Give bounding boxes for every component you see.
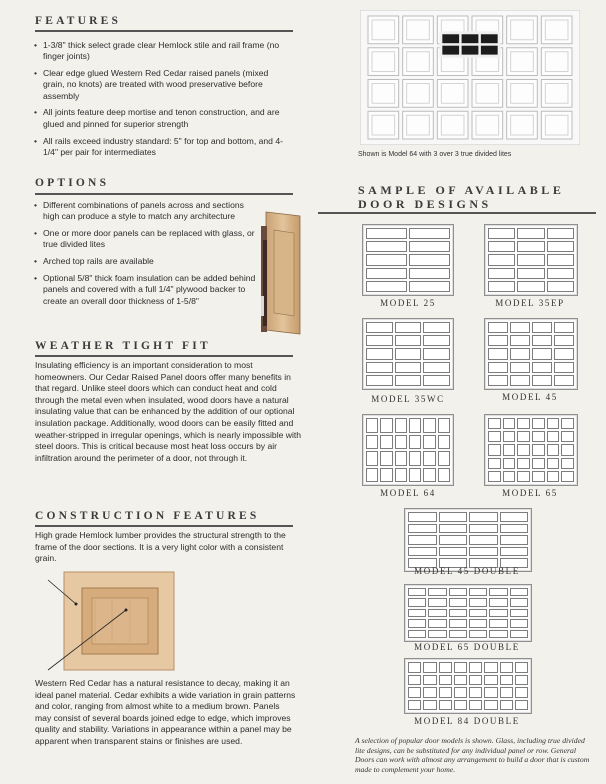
- door-panel: [554, 322, 574, 333]
- options-item: • Different combinations of panels across and sections high can produce a style to match any architecture: [33, 200, 261, 223]
- door-panel: [488, 375, 508, 386]
- door-panel: [366, 322, 393, 333]
- door-panel: [469, 630, 487, 638]
- door-panel: [408, 619, 426, 627]
- door-panel: [510, 598, 528, 606]
- door-panel: [532, 444, 545, 455]
- door-panel: [428, 619, 446, 627]
- door-panel: [510, 630, 528, 638]
- features-heading: FEATURES: [35, 15, 122, 27]
- door-panel: [561, 418, 574, 429]
- door-panel: [484, 662, 497, 673]
- door-model-label: MODEL 35WC: [371, 394, 445, 404]
- door-model-label: MODEL 45: [502, 392, 558, 402]
- door-panel: [408, 700, 421, 711]
- door-model-label: MODEL 35EP: [495, 298, 565, 308]
- door-panel: [488, 335, 508, 346]
- door-panel: [532, 322, 552, 333]
- window-lite: [481, 34, 498, 43]
- door-panel: [469, 535, 498, 545]
- door-panel: [395, 435, 407, 450]
- door-panel: [488, 241, 515, 252]
- door-panel: [366, 348, 393, 359]
- door-panel: [517, 268, 544, 279]
- door-model-thumbnail: [484, 318, 578, 390]
- door-panel: [454, 662, 467, 673]
- door-panel: [438, 435, 450, 450]
- door-panel: [449, 598, 467, 606]
- door-panel: [409, 268, 450, 279]
- door-panel: [488, 322, 508, 333]
- door-panel: [423, 675, 436, 686]
- door-panel: [510, 322, 530, 333]
- door-panel: [454, 700, 467, 711]
- door-panel: [488, 254, 515, 265]
- door-panel: [380, 435, 392, 450]
- door-panel: [484, 700, 497, 711]
- door-panel: [408, 630, 426, 638]
- door-panel: [395, 335, 422, 346]
- door-panel: [423, 435, 435, 450]
- door-panel: [488, 281, 515, 292]
- door-model-thumbnail: [484, 224, 578, 296]
- door-panel: [469, 524, 498, 534]
- door-panel: [408, 609, 426, 617]
- door-model-label: MODEL 25: [380, 298, 436, 308]
- door-panel: [500, 512, 529, 522]
- features-list: [33, 40, 291, 164]
- door-panel: [449, 619, 467, 627]
- door-panel: [547, 241, 574, 252]
- door-panel: [515, 675, 528, 686]
- door-panel: [500, 535, 529, 545]
- door-panel: [503, 418, 516, 429]
- door-panel: [423, 348, 450, 359]
- door-panel: [554, 348, 574, 359]
- window-lite: [442, 34, 459, 43]
- door-panel: [449, 609, 467, 617]
- door-panel: [532, 431, 545, 442]
- door-panel: [408, 535, 437, 545]
- door-panel: [366, 281, 407, 292]
- door-panel: [423, 418, 435, 433]
- door-panel: [438, 468, 450, 483]
- door-panel: [366, 418, 378, 433]
- samples-heading-line2: DOOR DESIGNS: [358, 197, 492, 211]
- door-panel: [500, 662, 513, 673]
- door-panel: [517, 241, 544, 252]
- door-panel: [423, 375, 450, 386]
- door-model-thumbnail: [362, 318, 454, 390]
- window-lite: [462, 46, 479, 55]
- weather-heading: WEATHER TIGHT FIT: [35, 340, 211, 352]
- door-panel: [380, 451, 392, 466]
- door-panel: [408, 588, 426, 596]
- door-panel: [510, 335, 530, 346]
- door-panel: [409, 451, 421, 466]
- door-panel: [488, 431, 501, 442]
- door-panel: [408, 675, 421, 686]
- options-item: • Optional 5/8" thick foam insulation can be added behind panels and covered with a full 1/4" plywood backer to create an overall door thickness of 1-5/8": [33, 273, 261, 307]
- door-panel: [409, 254, 450, 265]
- door-panel: [439, 524, 468, 534]
- door-panel: [488, 471, 501, 482]
- door-panel: [517, 444, 530, 455]
- door-panel: [532, 458, 545, 469]
- door-panel: [532, 471, 545, 482]
- door-panel: [547, 228, 574, 239]
- door-panel: [488, 458, 501, 469]
- door-panel: [408, 662, 421, 673]
- door-panel: [484, 675, 497, 686]
- door-panel: [409, 435, 421, 450]
- photo-caption: Shown is Model 64 with 3 over 3 true divided lites: [358, 151, 512, 158]
- construction-text-1: High grade Hemlock lumber provides the structural strength to the frame of the door sections. It is a very light color with a consistent grain.: [35, 530, 286, 564]
- door-model-thumbnail: [404, 584, 532, 642]
- door-panel: [423, 468, 435, 483]
- door-panel: [395, 362, 422, 373]
- door-panel: [428, 598, 446, 606]
- door-panel: [547, 444, 560, 455]
- door-panel: [423, 451, 435, 466]
- garage-door-photo: [360, 10, 580, 145]
- door-panel: [423, 687, 436, 698]
- samples-heading-line1: SAMPLE OF AVAILABLE: [358, 183, 565, 197]
- door-panel: [409, 281, 450, 292]
- door-panel: [454, 675, 467, 686]
- weather-text: Insulating efficiency is an important consideration to most homeowners. Our Cedar Raised Panel doors offer many benefits in that regard. Unlike steel doors which can conduct heat and cold through the metal even when insulated, wood doors have a natural insulating value that can be enhanced by the addition of our optional insulation package. Additionally, wood doors can be easily fitted and weather-stripped in irregular openings, which is nearly impossible with steel doors. This is critical because most heat loss occurs by air infiltration around the perimeter of a door, not through it.: [35, 360, 302, 463]
- door-panel: [395, 322, 422, 333]
- door-panel: [547, 268, 574, 279]
- door-panel: [408, 598, 426, 606]
- door-model-thumbnail: [362, 224, 454, 296]
- door-panel: [532, 335, 552, 346]
- features-item: • All joints feature deep mortise and tenon construction, and are glued and pinned for superior strength: [33, 107, 291, 130]
- door-panel: [438, 451, 450, 466]
- door-panel: [469, 547, 498, 557]
- door-panel: [561, 458, 574, 469]
- door-panel: [517, 418, 530, 429]
- door-panel: [366, 254, 407, 265]
- door-panel: [515, 700, 528, 711]
- door-panel: [488, 228, 515, 239]
- door-model-label: MODEL 45 DOUBLE: [414, 566, 520, 576]
- door-panel: [489, 630, 507, 638]
- door-panel: [408, 547, 437, 557]
- door-panel: [380, 418, 392, 433]
- options-item: • One or more door panels can be replaced with glass, or true divided lites: [33, 228, 261, 251]
- door-panel: [408, 687, 421, 698]
- door-panel: [561, 444, 574, 455]
- door-model-thumbnail: [404, 658, 532, 714]
- door-panel: [510, 609, 528, 617]
- door-model-label: MODEL 64: [380, 488, 436, 498]
- door-panel: [423, 662, 436, 673]
- door-panel: [532, 375, 552, 386]
- door-panel: [449, 588, 467, 596]
- door-panel: [469, 588, 487, 596]
- door-panel: [423, 362, 450, 373]
- cedar-panel-illustration: [40, 570, 180, 674]
- door-panel: [395, 468, 407, 483]
- door-panel: [500, 700, 513, 711]
- door-panel: [510, 362, 530, 373]
- door-panel: [469, 512, 498, 522]
- door-panel: [439, 512, 468, 522]
- door-panel: [547, 458, 560, 469]
- door-panel: [500, 524, 529, 534]
- door-panel: [510, 348, 530, 359]
- door-model-thumbnail: [362, 414, 454, 486]
- door-panel: [423, 335, 450, 346]
- options-rule: [35, 193, 293, 195]
- door-panel: [515, 662, 528, 673]
- door-panel: [408, 512, 437, 522]
- door-model-label: MODEL 65 DOUBLE: [414, 642, 520, 652]
- features-item: • 1-3/8" thick select grade clear Hemlock stile and rail frame (no finger joints): [33, 40, 291, 63]
- door-panel: [366, 335, 393, 346]
- door-panel: [489, 609, 507, 617]
- door-panel: [469, 700, 482, 711]
- door-model-thumbnail: [484, 414, 578, 486]
- door-panel: [532, 418, 545, 429]
- door-panel: [439, 675, 452, 686]
- features-item: • All rails exceed industry standard: 5" for top and bottom, and 4-1/4" per pair for intermediates: [33, 136, 291, 159]
- door-panel: [547, 418, 560, 429]
- door-panel: [503, 444, 516, 455]
- construction-rule: [35, 525, 293, 527]
- door-panel: [547, 254, 574, 265]
- door-model-thumbnail: [404, 508, 532, 572]
- door-model-label: MODEL 84 DOUBLE: [414, 716, 520, 726]
- door-panel: [488, 268, 515, 279]
- door-panel: [428, 609, 446, 617]
- door-panel: [454, 687, 467, 698]
- door-panel: [395, 418, 407, 433]
- features-rule: [35, 30, 293, 32]
- door-panel: [517, 431, 530, 442]
- door-panel: [409, 418, 421, 433]
- door-panel: [366, 375, 393, 386]
- door-panel: [439, 535, 468, 545]
- door-panel: [469, 662, 482, 673]
- door-panel: [439, 687, 452, 698]
- door-panel: [439, 700, 452, 711]
- door-panel: [517, 254, 544, 265]
- door-panel: [484, 687, 497, 698]
- construction-text-2: Western Red Cedar has a natural resistance to decay, making it an ideal panel material. Cedar exhibits a wide variation in grain patterns and color, ranging from almost white to a medium brown. Panels may consist of several boards joined edge to edge, which improves quality and stability. Variations in appearance within a panel may be apparent when transparent stains or finishes are used.: [35, 678, 296, 746]
- door-panel: [469, 619, 487, 627]
- door-panel: [532, 348, 552, 359]
- door-panel: [500, 547, 529, 557]
- door-panel: [554, 362, 574, 373]
- door-panel: [489, 588, 507, 596]
- window-lite: [481, 46, 498, 55]
- door-panel: [366, 241, 407, 252]
- door-panel: [488, 362, 508, 373]
- door-panel: [409, 468, 421, 483]
- options-item: • Arched top rails are available: [33, 256, 261, 267]
- door-panel: [469, 609, 487, 617]
- door-model-label: MODEL 65: [502, 488, 558, 498]
- door-panel: [547, 431, 560, 442]
- window-lite: [462, 34, 479, 43]
- door-panel: [517, 458, 530, 469]
- door-panel: [409, 228, 450, 239]
- door-panel: [503, 431, 516, 442]
- door-panel: [449, 630, 467, 638]
- door-panel: [503, 458, 516, 469]
- door-panel: [439, 662, 452, 673]
- door-panel: [547, 471, 560, 482]
- door-panel: [515, 687, 528, 698]
- door-panel: [366, 362, 393, 373]
- door-panel: [366, 228, 407, 239]
- door-panel: [503, 471, 516, 482]
- door-panel: [408, 524, 437, 534]
- door-panel: [423, 322, 450, 333]
- door-panel: [366, 468, 378, 483]
- door-panel: [500, 687, 513, 698]
- door-panel: [510, 619, 528, 627]
- bottom-caption: A selection of popular door models is shown. Glass, including true divided lite designs, can be substituted for any individual panel or row. General Doors can work with almost any arrangement to build a door that is custom made to complement your home.: [355, 736, 590, 774]
- door-panel: [489, 619, 507, 627]
- door-panel: [395, 348, 422, 359]
- door-panel: [366, 451, 378, 466]
- door-panel: [532, 362, 552, 373]
- door-panel: [469, 687, 482, 698]
- door-panel: [469, 598, 487, 606]
- door-panel: [469, 675, 482, 686]
- door-panel: [438, 418, 450, 433]
- door-panel: [547, 281, 574, 292]
- weather-rule: [35, 355, 293, 357]
- window-lite: [442, 46, 459, 55]
- features-item: • Clear edge glued Western Red Cedar raised panels (mixed grain, no knots) are treated with wood preservative before assembly: [33, 68, 291, 102]
- door-panel: [409, 241, 450, 252]
- door-panel: [488, 348, 508, 359]
- samples-rule: [318, 212, 596, 214]
- options-list: [33, 200, 261, 312]
- door-panel: [561, 431, 574, 442]
- door-panel: [517, 228, 544, 239]
- door-panel: [395, 375, 422, 386]
- door-panel: [366, 268, 407, 279]
- door-panel: [517, 471, 530, 482]
- door-panel: [380, 468, 392, 483]
- door-panel: [366, 435, 378, 450]
- door-panel: [510, 375, 530, 386]
- door-panel: [423, 700, 436, 711]
- door-panel: [488, 444, 501, 455]
- door-panel: [510, 588, 528, 596]
- door-panel: [488, 418, 501, 429]
- door-panel: [500, 675, 513, 686]
- door-panel: [554, 335, 574, 346]
- door-panel: [517, 281, 544, 292]
- door-panel: [554, 375, 574, 386]
- door-panel: [561, 471, 574, 482]
- door-panel: [428, 630, 446, 638]
- door-panel: [489, 598, 507, 606]
- door-panel: [428, 588, 446, 596]
- construction-heading: CONSTRUCTION FEATURES: [35, 510, 260, 522]
- door-panel: [395, 451, 407, 466]
- options-heading: OPTIONS: [35, 177, 110, 189]
- door-panel: [439, 547, 468, 557]
- door-section-illustration: [256, 206, 304, 336]
